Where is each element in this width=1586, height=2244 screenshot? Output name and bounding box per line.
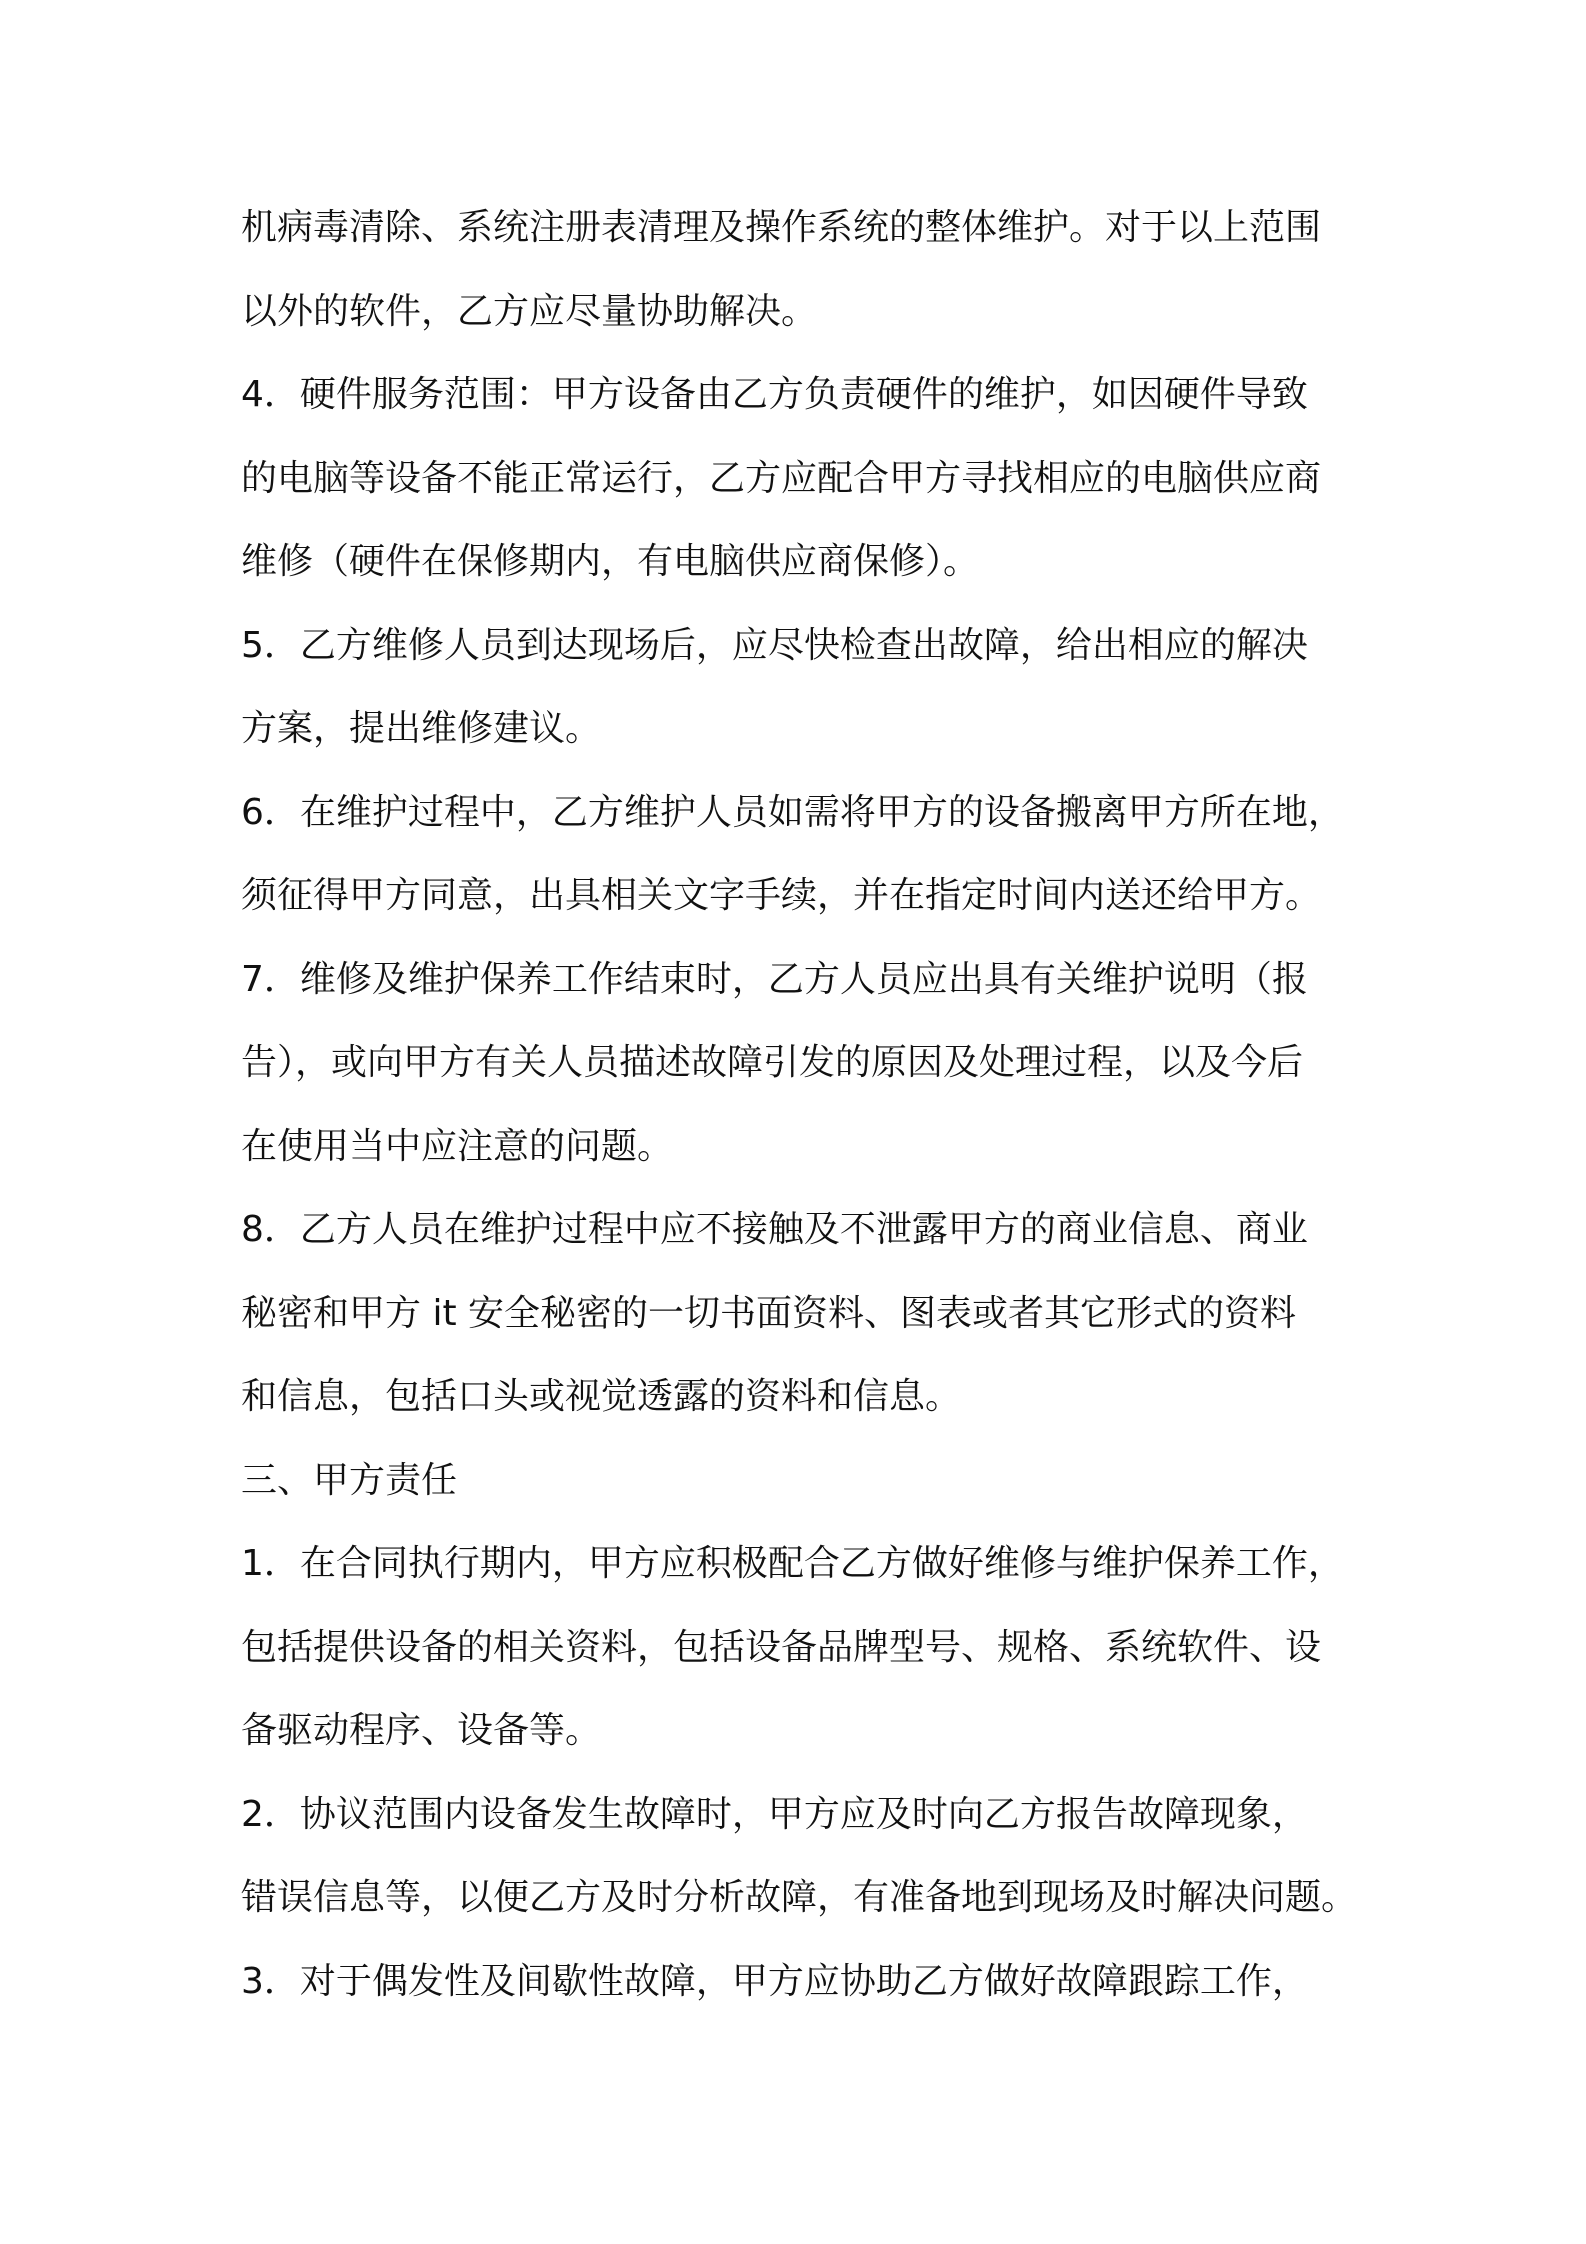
text-line: 7．维修及维护保养工作结束时，乙方人员应出具有关维护说明（报 — [241, 959, 1308, 1000]
text-line: 错误信息等，以便乙方及时分析故障，有准备地到现场及时解决问题。 — [241, 1877, 1358, 1918]
text-line: 和信息，包括口头或视觉透露的资料和信息。 — [241, 1376, 962, 1417]
text-line: 在使用当中应注意的问题。 — [241, 1126, 674, 1167]
text-line: 5．乙方维修人员到达现场后，应尽快检查出故障，给出相应的解决 — [241, 625, 1308, 666]
text-line: 6．在维护过程中，乙方维护人员如需将甲方的设备搬离甲方所在地， — [241, 792, 1344, 833]
text-line: 机病毒清除、系统注册表清理及操作系统的整体维护。对于以上范围 — [241, 207, 1322, 248]
text-line: 包括提供设备的相关资料，包括设备品牌型号、规格、系统软件、设 — [241, 1627, 1322, 1668]
section-heading: 三、甲方责任 — [241, 1460, 458, 1501]
text-line: 4．硬件服务范围：甲方设备由乙方负责硬件的维护，如因硬件导致 — [241, 374, 1308, 415]
text-line: 备驱动程序、设备等。 — [241, 1710, 602, 1751]
text-line: 1．在合同执行期内，甲方应积极配合乙方做好维修与维护保养工作， — [241, 1543, 1344, 1584]
text-line: 8．乙方人员在维护过程中应不接触及不泄露甲方的商业信息、商业 — [241, 1209, 1308, 1250]
text-line: 的电脑等设备不能正常运行，乙方应配合甲方寻找相应的电脑供应商 — [241, 458, 1322, 499]
text-line: 2．协议范围内设备发生故障时，甲方应及时向乙方报告故障现象， — [241, 1794, 1308, 1835]
text-line: 3．对于偶发性及间歇性故障，甲方应协助乙方做好故障跟踪工作， — [241, 1961, 1308, 2002]
text-line: 秘密和甲方 it 安全秘密的一切书面资料、图表或者其它形式的资料 — [241, 1293, 1297, 1334]
text-line: 方案，提出维修建议。 — [241, 708, 602, 749]
text-line: 以外的软件，乙方应尽量协助解决。 — [241, 291, 818, 332]
text-line: 须征得甲方同意，出具相关文字手续，并在指定时间内送还给甲方。 — [241, 875, 1322, 916]
text-line: 维修（硬件在保修期内，有电脑供应商保修）。 — [241, 541, 980, 582]
text-line: 告），或向甲方有关人员描述故障引发的原因及处理过程，以及今后 — [241, 1042, 1304, 1083]
